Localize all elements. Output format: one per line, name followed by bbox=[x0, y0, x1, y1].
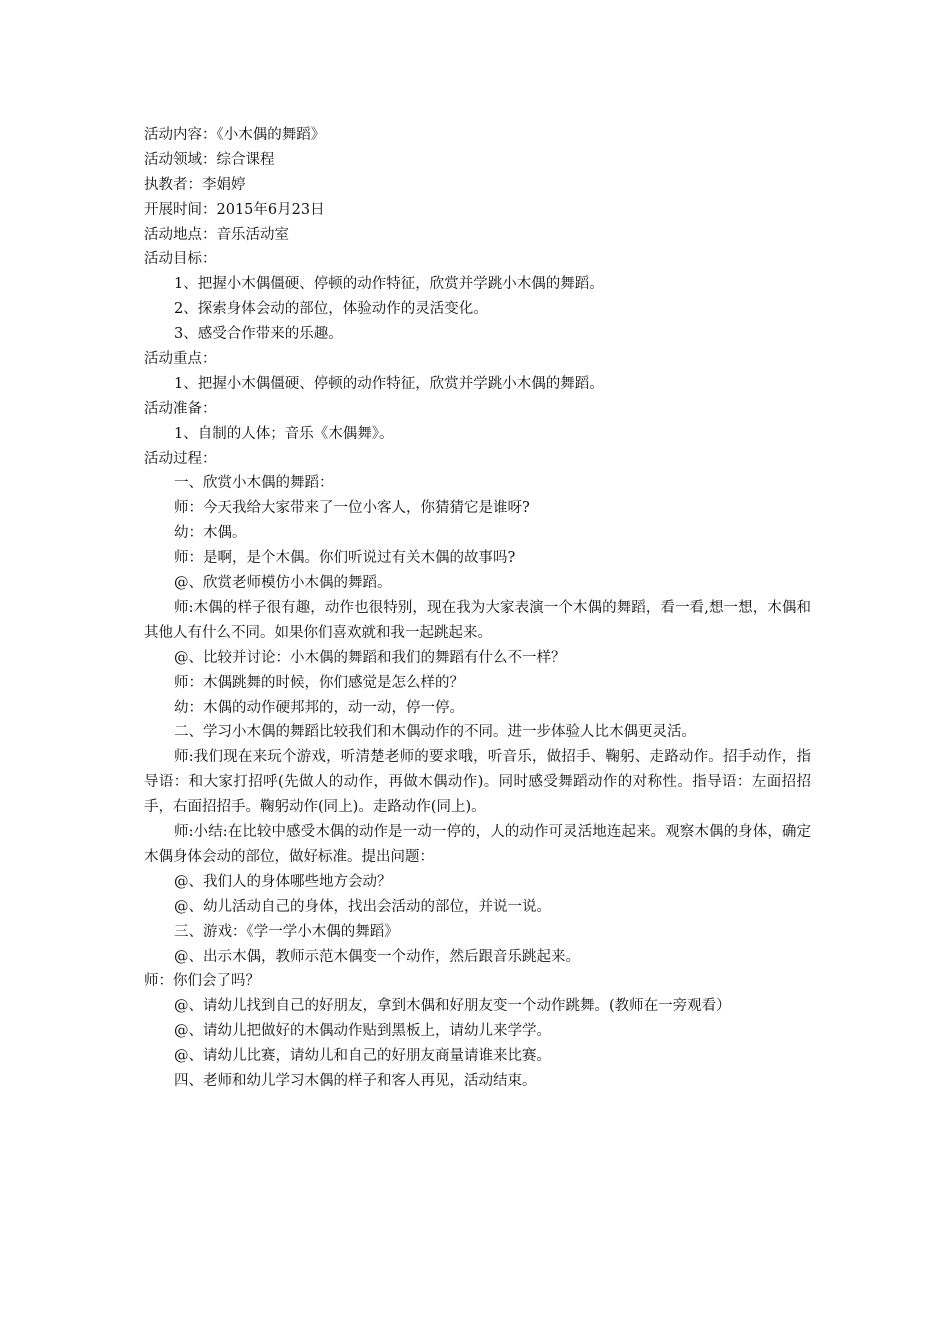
process-line: @、我们人的身体哪些地方会动？ bbox=[174, 873, 392, 890]
process-paragraph: 师:小结:在比较中感受木偶的动作是一动一停的，人的动作可灵活地连起来。观察木偶的身体，确定木偶身体会动的部位，做好标准。提出问题： bbox=[144, 824, 811, 865]
goal-item: 3、感受合作带来的乐趣。 bbox=[174, 326, 343, 343]
process-line: @、欣赏老师模仿小木偶的舞蹈。 bbox=[174, 575, 392, 592]
process-line: @、幼儿活动自己的身体，找出会活动的部位，并说一说。 bbox=[174, 898, 551, 915]
process-line: 师：今天我给大家带来了一位小客人，你猜猜它是谁呀? bbox=[174, 500, 530, 517]
prep-item: 1、自制的人体；音乐《木偶舞》。 bbox=[174, 425, 394, 442]
process-line: 师：是啊，是个木偶。你们听说过有关木偶的故事吗? bbox=[174, 550, 516, 567]
process-heading: 活动过程： bbox=[144, 450, 217, 467]
process-line: 幼：木偶。 bbox=[174, 525, 247, 542]
activity-date: 开展时间：2015年6月23日 bbox=[144, 201, 325, 218]
process-line: @、出示木偶，教师示范木偶变一个动作，然后跟音乐跳起来。 bbox=[174, 948, 580, 965]
goal-item: 2、探索身体会动的部位，体验动作的灵活变化。 bbox=[174, 301, 488, 318]
process-line: @、比较并讨论：小木偶的舞蹈和我们的舞蹈有什么不一样？ bbox=[174, 649, 566, 666]
process-line: @、请幼儿把做好的木偶动作贴到黑板上，请幼儿来学学。 bbox=[174, 1023, 551, 1040]
activity-content: 活动内容：《小木偶的舞蹈》 bbox=[144, 127, 326, 143]
activity-domain: 活动领域：综合课程 bbox=[144, 151, 275, 168]
key-item: 1、把握小木偶僵硬、停顿的动作特征，欣赏并学跳小木偶的舞蹈。 bbox=[174, 375, 604, 392]
process-line: 三、游戏：《学一学小木偶的舞蹈》 bbox=[174, 923, 399, 940]
prep-heading: 活动准备： bbox=[144, 400, 217, 417]
process-line: 四、老师和幼儿学习木偶的样子和客人再见，活动结束。 bbox=[174, 1072, 537, 1089]
activity-place: 活动地点：音乐活动室 bbox=[144, 226, 289, 243]
process-line: 幼：木偶的动作硬邦邦的，动一动，停一停。 bbox=[174, 699, 464, 716]
process-paragraph: 师:我们现在来玩个游戏，听清楚老师的要求哦，听音乐，做招手、鞠躬、走路动作。招手动作，指导语：和大家打招呼(先做人的动作，再做木偶动作)。同时感受舞蹈动作的对称性。指导语：左面招招手，右面招招手。鞠躬动作(同上)。走路动作(同上)。 bbox=[144, 749, 811, 816]
process-line: 一、欣赏小木偶的舞蹈： bbox=[174, 475, 334, 492]
process-paragraph: 师:木偶的样子很有趣，动作也很特别，现在我为大家表演一个木偶的舞蹈，看一看,想一想，木偶和其他人有什么不同。如果你们喜欢就和我一起跳起来。 bbox=[144, 599, 811, 641]
process-line: 师：木偶跳舞的时候，你们感觉是怎么样的？ bbox=[174, 674, 464, 691]
process-line: @、请幼儿找到自己的好朋友，拿到木偶和好朋友变一个动作跳舞。(教师在一旁观看） bbox=[174, 998, 731, 1015]
document-body bbox=[144, 123, 811, 1094]
process-line: @、请幼儿比赛，请幼儿和自己的好朋友商量请谁来比赛。 bbox=[174, 1048, 551, 1065]
process-line: 师：你们会了吗？ bbox=[144, 973, 260, 990]
goal-item: 1、把握小木偶僵硬、停顿的动作特征，欣赏并学跳小木偶的舞蹈。 bbox=[174, 276, 604, 293]
process-line: 二、学习小木偶的舞蹈比较我们和木偶动作的不同。进一步体验人比木偶更灵活。 bbox=[174, 724, 696, 741]
teacher-name: 执教者：李娟婷 bbox=[144, 176, 246, 193]
key-heading: 活动重点： bbox=[144, 351, 217, 368]
goals-heading: 活动目标： bbox=[144, 251, 217, 268]
